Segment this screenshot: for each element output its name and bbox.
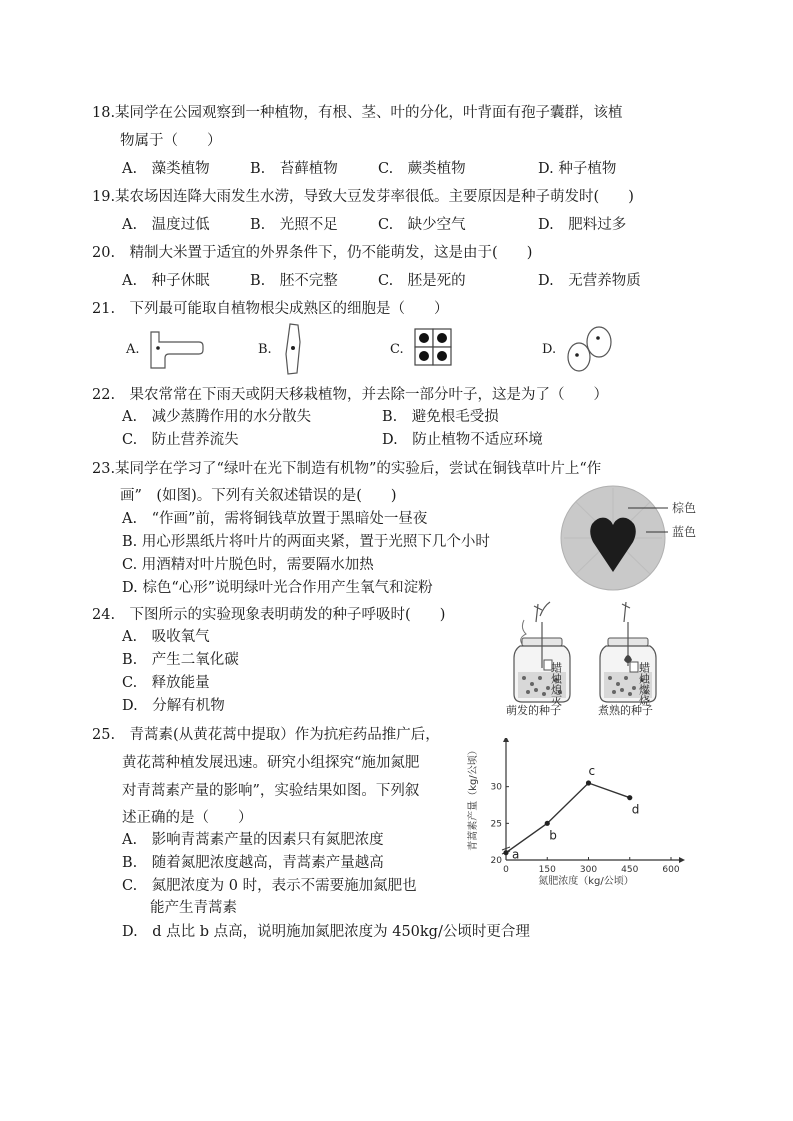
candle-jar-figure [500,598,680,722]
q19-stem: 19.某农场因连降大雨发生水涝，导致大豆发芽率很低。主要原因是种子萌发时( ) [92,189,634,205]
q22-stem: 22. 果农常常在下雨天或阴天移栽植物，并去除一部分叶子，这是为了（ ） [92,387,609,403]
q21-option-b-label[interactable]: B. [258,342,272,357]
q24-stem: 24. 下图所示的实验现象表明萌发的种子呼吸时( ) [92,607,446,623]
q22-option-b[interactable]: B. 避免根毛受损 [382,409,499,425]
q19-option-c[interactable]: C. 缺少空气 [378,217,466,233]
chart-y-tick-label: 20 [490,856,502,866]
q23-option-c[interactable]: C. 用酒精对叶片脱色时，需要隔水加热 [122,557,374,573]
q25-stem-line4: 述正确的是（ ） [122,810,253,826]
q24-option-d[interactable]: D. 分解有机物 [122,698,225,714]
q18-stem-line2: 物属于（ ） [120,133,222,149]
chart-point-label: a [512,847,520,862]
jar1-caption: 萌发的种子 [506,704,561,717]
q24-option-a[interactable]: A. 吸收氧气 [122,629,210,645]
q21-option-a-label[interactable]: A. [126,342,140,357]
chart-x-arrow [679,857,685,863]
cell-d-round-cells-icon [565,322,615,378]
q18-stem-line1: 18.某同学在公园观察到一种植物，有根、茎、叶的分化，叶背面有孢子囊群，该植 [92,105,623,121]
q25-option-c-line2[interactable]: 能产生青蒿素 [150,900,237,916]
chart-point-label: c [588,764,596,778]
q24-option-c[interactable]: C. 释放能量 [122,675,210,691]
q25-stem-line2: 黄花蒿种植发展迅速。研究小组探究“施加氮肥 [122,755,420,771]
q25-option-b[interactable]: B. 随着氮肥浓度越高，青蒿素产量越高 [122,855,384,871]
chart-x-tick-label: 0 [503,865,509,875]
q19-option-b[interactable]: B. 光照不足 [250,217,338,233]
q22-option-c[interactable]: C. 防止营养流失 [122,432,239,448]
q20-option-a[interactable]: A. 种子休眠 [122,273,210,289]
q24-option-b[interactable]: B. 产生二氧化碳 [122,652,239,668]
chart-ylabel: 青蒿素产量（kg/公顷） [468,745,479,851]
q21-option-c-label[interactable]: C. [390,342,404,357]
q25-option-a[interactable]: A. 影响青蒿素产量的因素只有氮肥浓度 [122,832,384,848]
chart-x-tick-label: 300 [579,865,598,875]
q25-option-d[interactable]: D. d 点比 b 点高，说明施加氮肥浓度为 450kg/公顷时更合理 [122,924,530,940]
q18-option-a[interactable]: A. 藻类植物 [122,161,210,177]
q23-stem-line2: 画” (如图)。下列有关叙述错误的是( ) [120,488,397,504]
chart-data-point [586,780,591,785]
chart-data-point [627,795,632,800]
chart-point-label: b [549,828,557,843]
jar1-candle-label: 蜡烛熄灭 [549,662,563,706]
q25-stem-line3: 对青蒿素产量的影响”，实验结果如图。下列叙 [122,783,420,799]
q23-option-d[interactable]: D. 棕色“心形”说明绿叶光合作用产生氧气和淀粉 [122,580,433,596]
q18-option-d[interactable]: D. 种子植物 [538,161,617,177]
chart-series-line [506,783,630,853]
q25-stem-line1: 25. 青蒿素(从黄花蒿中提取）作为抗疟药品推广后， [92,727,440,743]
leaf-label-blue: 蓝色 [672,525,697,539]
chart-data-point [503,850,508,855]
chart-y-tick-label: 25 [490,819,502,830]
cell-c-meristem-icon [412,326,456,374]
nitrogen-chart-svg [466,738,698,890]
chart-x-tick-label: 600 [662,865,680,875]
q22-option-d[interactable]: D. 防止植物不适应环境 [382,432,543,448]
chart-data-point [545,821,550,826]
cell-a-root-hair-icon [145,326,207,376]
chart-x-tick-label: 150 [538,865,556,875]
q20-option-c[interactable]: C. 胚是死的 [378,273,466,289]
q23-option-a[interactable]: A. “作画”前，需将铜钱草放置于黑暗处一昼夜 [122,511,428,527]
chart-point-label: d [631,802,640,817]
jar2-candle-label: 蜡烛燃烧 [637,662,651,706]
q18-option-b[interactable]: B. 苔藓植物 [250,161,338,177]
chart-xlabel: 氮肥浓度（kg/公顷） [538,876,634,887]
q19-option-a[interactable]: A. 温度过低 [122,217,210,233]
leaf-label-brown: 棕色 [672,501,697,515]
q22-option-a[interactable]: A. 减少蒸腾作用的水分散失 [122,409,312,425]
chart-x-tick-label: 450 [621,865,639,875]
q19-option-d[interactable]: D. 肥料过多 [538,217,627,233]
q20-option-b[interactable]: B. 胚不完整 [250,273,338,289]
leaf-heart-figure [556,480,716,604]
q25-option-c-line1[interactable]: C. 氮肥浓度为 0 时，表示不需要施加氮肥也 [122,878,417,894]
q18-option-c[interactable]: C. 蕨类植物 [378,161,466,177]
q21-option-d-label[interactable]: D. [542,342,557,357]
q21-stem: 21. 下列最可能取自植物根尖成熟区的细胞是（ ） [92,301,449,317]
jar2-caption: 煮熟的种子 [598,704,653,717]
q23-option-b[interactable]: B. 用心形黑纸片将叶片的两面夹紧，置于光照下几个小时 [122,534,490,550]
chart-y-arrow [503,738,509,742]
nitrogen-chart [466,738,698,894]
chart-y-tick-label: 30 [490,782,502,793]
q20-option-d[interactable]: D. 无营养物质 [538,273,641,289]
q23-stem-line1: 23.某同学在学习了“绿叶在光下制造有机物”的实验后，尝试在铜钱草叶片上“作 [92,461,602,477]
cell-b-elongated-icon [278,322,308,380]
q20-stem: 20. 精制大米置于适宜的外界条件下，仍不能萌发，这是由于( ) [92,245,533,261]
